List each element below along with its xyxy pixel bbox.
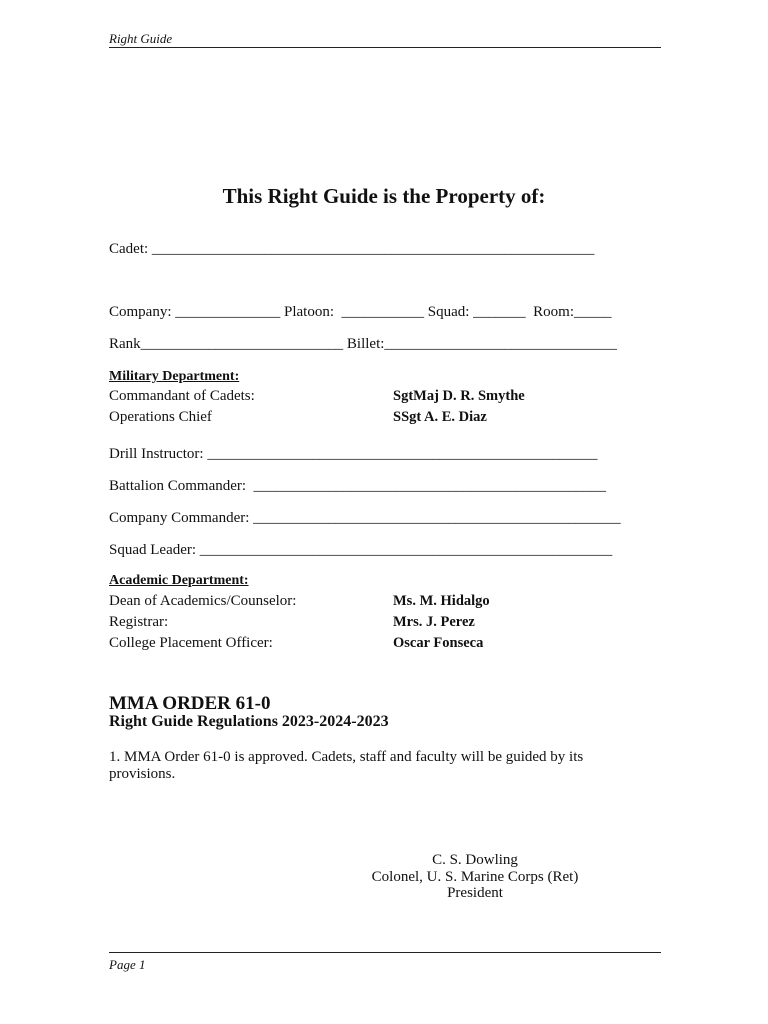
company-platoon-squad-room-line: Company: ______________ Platoon: ___________ Squad: _______ Room:_____	[109, 304, 612, 320]
placement-officer-label: College Placement Officer:	[109, 635, 273, 651]
dean-label: Dean of Academics/Counselor:	[109, 593, 297, 609]
signature-rank: Colonel, U. S. Marine Corps (Ret)	[371, 869, 579, 885]
operations-chief-label: Operations Chief	[109, 409, 212, 425]
registrar-label: Registrar:	[109, 614, 169, 630]
placement-officer-value: Oscar Fonseca	[393, 635, 484, 651]
order-number: MMA ORDER 61-0	[109, 693, 271, 714]
commandant-label: Commandant of Cadets:	[109, 388, 255, 404]
signature-name: C. S. Dowling	[432, 852, 518, 868]
dean-value: Ms. M. Hidalgo	[393, 593, 490, 609]
page-title: This Right Guide is the Property of:	[222, 184, 546, 208]
running-header: Right Guide	[109, 31, 173, 46]
operations-chief-value: SSgt A. E. Diaz	[393, 409, 487, 425]
squad-leader-line: Squad Leader: _______________________________________________________	[109, 542, 613, 558]
signature-position: President	[447, 885, 503, 901]
registrar-value: Mrs. J. Perez	[393, 614, 475, 630]
battalion-commander-line: Battalion Commander: _______________________________________________	[109, 478, 607, 494]
academic-department-heading: Academic Department:	[109, 573, 249, 588]
commandant-value: SgtMaj D. R. Smythe	[393, 388, 525, 404]
company-commander-line: Company Commander: _________________________________________________	[109, 510, 621, 526]
footer-rule	[109, 952, 661, 953]
header-rule	[109, 47, 661, 48]
order-paragraph: 1. MMA Order 61-0 is approved. Cadets, staff and faculty will be guided by its provisions.	[109, 749, 584, 782]
order-subtitle: Right Guide Regulations 2023-2024-2023	[109, 713, 389, 730]
drill-instructor-line: Drill Instructor: ____________________________________________________	[109, 446, 598, 462]
rank-billet-line: Rank___________________________ Billet:_______________________________	[109, 336, 617, 352]
cadet-line: Cadet: ___________________________________________________________	[109, 241, 595, 257]
page-number: Page 1	[109, 957, 146, 972]
military-department-heading: Military Department:	[109, 369, 240, 384]
